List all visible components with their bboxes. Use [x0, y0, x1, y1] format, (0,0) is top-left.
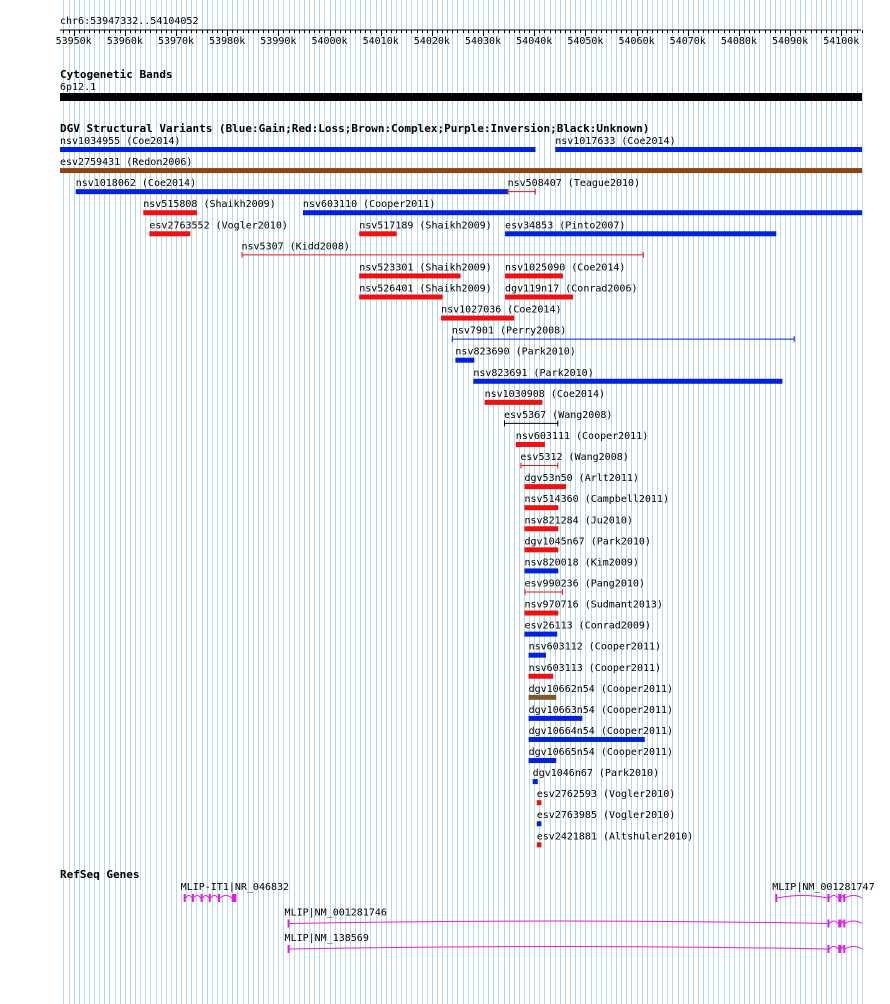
variant-label: nsv1027036 (Coe2014) [441, 304, 562, 316]
variant-item[interactable] [533, 768, 659, 784]
variant-bar[interactable] [529, 653, 546, 658]
variant-label: dgv53n50 (Arlt2011) [524, 473, 639, 485]
variant-bar[interactable] [143, 210, 197, 215]
variant-label: esv5367 (Wang2008) [504, 409, 613, 421]
variant-label: nsv603112 (Cooper2011) [528, 641, 662, 653]
gene-exon [184, 894, 186, 902]
gene-exon [201, 894, 203, 902]
gene-exon [827, 920, 829, 928]
variant-label: nsv7901 (Perry2008) [451, 325, 567, 337]
gene-exon [843, 920, 845, 928]
variant-label: dgv1046n67 (Park2010) [532, 768, 660, 780]
variant-bar[interactable] [524, 611, 558, 616]
variant-label: dgv10665n54 (Cooper2011) [528, 747, 674, 759]
gene-label: MLIP|NM_001281746 [284, 907, 387, 919]
variant-item[interactable] [529, 747, 674, 763]
variant-item[interactable] [441, 305, 561, 321]
gene-exon [827, 894, 829, 902]
variant-bar[interactable] [60, 147, 535, 152]
variant-item[interactable] [520, 452, 628, 469]
ruler-tick-label: 53960k [106, 36, 143, 47]
ruler-tick-label: 54010k [362, 36, 399, 47]
variant-bar[interactable] [529, 716, 583, 721]
ruler-tick-label: 54040k [516, 36, 553, 47]
variant-bar[interactable] [529, 737, 645, 742]
gene-exon [843, 894, 845, 902]
variant-label: nsv603111 (Cooper2011) [515, 430, 649, 442]
ruler-tick-label: 54070k [669, 36, 706, 47]
variant-label: nsv603113 (Cooper2011) [528, 662, 662, 674]
variant-bar[interactable] [537, 800, 542, 805]
variant-bar[interactable] [529, 674, 554, 679]
ruler-tick-label: 54000k [311, 36, 348, 47]
ruler-tick-label: 53970k [157, 36, 195, 47]
variant-label: nsv526401 (Shaikh2009) [359, 283, 492, 295]
variant-label: nsv517189 (Shaikh2009) [359, 220, 492, 232]
gene-exon [843, 945, 845, 953]
position-label: chr6:53947332..54104052 [60, 16, 199, 27]
variant-item[interactable] [473, 368, 782, 384]
variant-label: dgv10664n54 (Cooper2011) [528, 725, 674, 737]
variant-label: nsv514360 (Campbell2011) [524, 494, 669, 506]
variant-label: esv2763552 (Vogler2010) [149, 220, 288, 232]
variant-label: nsv821284 (Ju2010) [524, 515, 633, 527]
variant-bar[interactable] [359, 273, 460, 278]
dgv-track [60, 122, 862, 847]
variant-label: esv34853 (Pinto2007) [505, 220, 626, 232]
ruler-tick-label: 53990k [260, 36, 297, 47]
variant-item[interactable] [359, 262, 491, 278]
ruler-tick-label: 54050k [567, 36, 604, 47]
refseq-track-title[interactable]: RefSeq Genes [60, 868, 140, 881]
variant-bar[interactable] [76, 189, 508, 194]
variant-label: esv5312 (Wang2008) [520, 452, 629, 464]
variant-item[interactable] [303, 199, 862, 215]
variant-label: nsv820018 (Kim2009) [524, 557, 639, 569]
variant-item[interactable] [529, 705, 674, 721]
variant-bar[interactable] [524, 505, 558, 510]
ruler-tick-label: 54100k [823, 36, 860, 47]
variant-bar[interactable] [537, 821, 542, 826]
variant-label: nsv823690 (Park2010) [455, 346, 576, 358]
ruler-tick-label: 54030k [464, 36, 502, 47]
variant-bar[interactable] [441, 316, 514, 321]
gene-label: MLIP-IT1|NR_046832 [180, 882, 290, 893]
variant-bar[interactable] [524, 547, 558, 552]
dgv-track-title[interactable]: DGV Structural Variants (Blue:Gain;Red:Loss;Brown:Complex;Purple:Inversion;Black:Unknown) [60, 122, 650, 135]
variant-bar[interactable] [149, 231, 190, 236]
cytoband-track-title[interactable]: Cytogenetic Bands [60, 68, 173, 81]
variant-item[interactable] [529, 663, 661, 679]
variant-item[interactable] [516, 431, 648, 447]
variant-label: dgv10662n54 (Cooper2011) [528, 683, 674, 695]
gene-exon [192, 894, 194, 902]
variant-bar[interactable] [505, 294, 573, 299]
ruler-track [56, 16, 863, 47]
ruler-tick-label: 54020k [413, 36, 450, 47]
variant-label: nsv1030908 (Coe2014) [484, 388, 606, 400]
variant-label: esv2759431 (Redon2006) [60, 157, 193, 169]
variant-label: nsv515808 (Shaikh2009) [143, 199, 276, 211]
variant-label: nsv603110 (Cooper2011) [302, 199, 436, 211]
variant-label: nsv1034955 (Coe2014) [60, 136, 181, 147]
variant-label: esv2762593 (Vogler2010) [536, 789, 676, 801]
gene-exon [827, 945, 829, 953]
variant-label: nsv823691 (Park2010) [473, 367, 594, 379]
variant-bar[interactable] [485, 400, 543, 405]
variant-bar[interactable] [473, 379, 782, 384]
variant-bar[interactable] [359, 231, 396, 236]
variant-bar[interactable] [455, 358, 474, 363]
variant-item[interactable] [60, 136, 535, 152]
cytoband-label: 6p12.1 [60, 82, 97, 93]
ruler-tick-label: 54090k [772, 36, 809, 47]
variant-label: nsv523301 (Shaikh2009) [359, 262, 492, 274]
ruler-tick-label: 54060k [618, 36, 655, 47]
variant-bar[interactable] [533, 779, 538, 784]
variant-label: nsv1025090 (Coe2014) [505, 262, 626, 274]
variant-bar[interactable] [505, 273, 563, 278]
gene-exon [838, 894, 841, 902]
ruler-tick-label: 53950k [55, 36, 92, 47]
ruler-tick-label: 54080k [720, 36, 757, 47]
gene-exon [232, 894, 237, 902]
gene-exon [775, 894, 777, 902]
refseq-track [60, 868, 875, 953]
variant-item[interactable] [455, 347, 575, 363]
gene-exon [838, 920, 841, 928]
variant-bar[interactable] [555, 147, 862, 152]
variant-item[interactable] [149, 220, 287, 236]
variant-bar[interactable] [524, 568, 558, 573]
variant-item[interactable] [505, 283, 637, 299]
variant-bar[interactable] [516, 442, 545, 447]
gene-label: MLIP|NM_001281747 [772, 882, 875, 893]
variant-bar[interactable] [359, 294, 442, 299]
variant-label: esv2763985 (Vogler2010) [536, 810, 676, 822]
ruler-tick-label: 53980k [209, 36, 246, 47]
gene-exon [218, 894, 220, 902]
variant-item[interactable] [359, 220, 491, 236]
variant-bar[interactable] [529, 695, 557, 700]
variant-label: esv26113 (Conrad2009) [524, 620, 651, 632]
variant-label: dgv1045n67 (Park2010) [524, 536, 651, 548]
gene-item[interactable] [772, 882, 874, 902]
variant-label: nsv1018062 (Coe2014) [75, 178, 197, 190]
variant-label: esv990236 (Pang2010) [524, 578, 645, 590]
variant-bar[interactable] [524, 484, 565, 489]
variant-label: dgv10663n54 (Cooper2011) [528, 704, 674, 716]
variant-item[interactable] [60, 157, 862, 173]
variant-bar[interactable] [524, 526, 558, 531]
variant-label: nsv1017633 (Coe2014) [555, 136, 676, 147]
gene-exon [288, 920, 290, 928]
variant-bar[interactable] [303, 210, 862, 215]
variant-bar[interactable] [529, 758, 557, 763]
variant-item[interactable] [452, 326, 795, 343]
cytoband-track [60, 68, 862, 101]
variant-bar[interactable] [537, 842, 542, 847]
variant-item[interactable] [508, 178, 640, 195]
variant-label: nsv508407 (Teague2010) [507, 178, 641, 190]
ruler-ticks [56, 30, 863, 47]
variant-item[interactable] [529, 726, 674, 742]
variant-item[interactable] [143, 199, 275, 215]
cytoband-bar[interactable] [60, 93, 862, 101]
gene-exon [838, 945, 841, 953]
variant-item[interactable] [505, 220, 776, 236]
variant-label: nsv5307 (Kidd2008) [241, 241, 350, 253]
variant-label: dgv119n17 (Conrad2006) [505, 283, 638, 295]
variant-item[interactable] [529, 642, 661, 658]
variant-bar[interactable] [524, 632, 557, 637]
variant-item[interactable] [359, 283, 491, 299]
variant-label: nsv970716 (Sudmant2013) [524, 599, 663, 611]
variant-item[interactable] [529, 684, 674, 700]
gene-exon [209, 894, 211, 902]
variant-bar[interactable] [505, 231, 776, 236]
variant-bar[interactable] [60, 168, 862, 173]
gene-exon [288, 945, 290, 953]
variant-label: esv2421881 (Altshuler2010) [536, 831, 694, 843]
gene-label: MLIP|NM_138569 [284, 933, 369, 944]
